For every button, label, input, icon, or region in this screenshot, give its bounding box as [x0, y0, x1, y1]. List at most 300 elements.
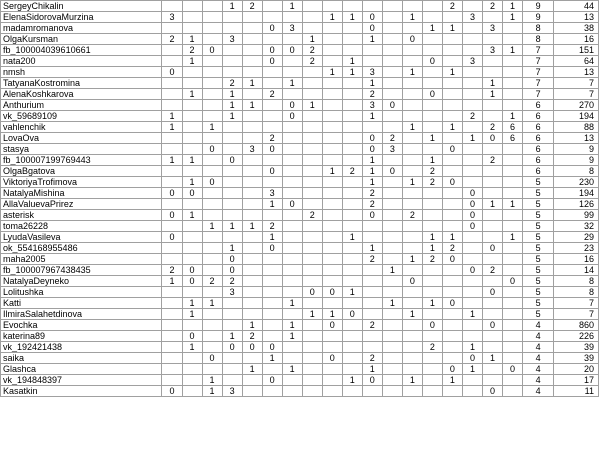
row-name-cell[interactable]: maha2005 — [1, 254, 162, 265]
value-cell[interactable]: 0 — [162, 67, 182, 78]
value-cell[interactable]: 1 — [482, 353, 502, 364]
value-cell[interactable]: 0 — [482, 287, 502, 298]
total-cell[interactable]: 13 — [554, 12, 599, 23]
value-cell[interactable] — [202, 364, 222, 375]
value-cell[interactable]: 1 — [182, 210, 202, 221]
value-cell[interactable] — [382, 386, 402, 397]
value-cell[interactable]: 0 — [362, 23, 382, 34]
value-cell[interactable] — [202, 111, 222, 122]
value-cell[interactable] — [302, 12, 322, 23]
value-cell[interactable] — [462, 287, 482, 298]
row-name-cell[interactable]: NatalyaDeyneko — [1, 276, 162, 287]
value-cell[interactable] — [222, 133, 242, 144]
value-cell[interactable] — [202, 166, 222, 177]
value-cell[interactable] — [162, 320, 182, 331]
value-cell[interactable] — [462, 34, 482, 45]
value-cell[interactable] — [202, 210, 222, 221]
value-cell[interactable] — [482, 221, 502, 232]
value-cell[interactable]: 1 — [402, 12, 422, 23]
value-cell[interactable] — [322, 144, 342, 155]
value-cell[interactable]: 1 — [322, 166, 342, 177]
value-cell[interactable] — [422, 1, 442, 12]
value-cell[interactable] — [462, 386, 482, 397]
value-cell[interactable]: 3 — [482, 23, 502, 34]
value-cell[interactable] — [262, 298, 282, 309]
value-cell[interactable] — [382, 331, 402, 342]
value-cell[interactable]: 1 — [402, 122, 422, 133]
value-cell[interactable] — [422, 34, 442, 45]
total-cell[interactable]: 8 — [554, 287, 599, 298]
value-cell[interactable] — [462, 298, 482, 309]
value-cell[interactable] — [342, 331, 362, 342]
value-cell[interactable]: 0 — [362, 133, 382, 144]
value-cell[interactable] — [382, 254, 402, 265]
value-cell[interactable] — [442, 78, 462, 89]
value-cell[interactable] — [382, 78, 402, 89]
value-cell[interactable] — [503, 34, 523, 45]
value-cell[interactable] — [162, 353, 182, 364]
total-cell[interactable]: 230 — [554, 177, 599, 188]
value-cell[interactable] — [482, 375, 502, 386]
value-cell[interactable]: 0 — [422, 320, 442, 331]
count-cell[interactable]: 6 — [523, 133, 554, 144]
row-name-cell[interactable]: LovaOva — [1, 133, 162, 144]
value-cell[interactable] — [202, 34, 222, 45]
value-cell[interactable] — [322, 386, 342, 397]
count-cell[interactable]: 4 — [523, 342, 554, 353]
value-cell[interactable]: 0 — [162, 210, 182, 221]
value-cell[interactable]: 1 — [442, 67, 462, 78]
value-cell[interactable] — [362, 56, 382, 67]
value-cell[interactable]: 1 — [162, 276, 182, 287]
value-cell[interactable]: 1 — [402, 309, 422, 320]
value-cell[interactable] — [442, 210, 462, 221]
value-cell[interactable]: 1 — [262, 199, 282, 210]
total-cell[interactable]: 7 — [554, 309, 599, 320]
value-cell[interactable] — [282, 210, 302, 221]
value-cell[interactable] — [382, 111, 402, 122]
value-cell[interactable]: 0 — [402, 34, 422, 45]
count-cell[interactable]: 7 — [523, 89, 554, 100]
value-cell[interactable] — [302, 166, 322, 177]
value-cell[interactable] — [322, 364, 342, 375]
total-cell[interactable]: 13 — [554, 133, 599, 144]
value-cell[interactable] — [422, 78, 442, 89]
value-cell[interactable] — [222, 353, 242, 364]
value-cell[interactable] — [222, 144, 242, 155]
total-cell[interactable]: 860 — [554, 320, 599, 331]
row-name-cell[interactable]: AlenaKoshkarova — [1, 89, 162, 100]
value-cell[interactable] — [302, 67, 322, 78]
total-cell[interactable]: 8 — [554, 276, 599, 287]
value-cell[interactable] — [162, 23, 182, 34]
row-name-cell[interactable]: vk_59689109 — [1, 111, 162, 122]
value-cell[interactable] — [503, 166, 523, 177]
value-cell[interactable] — [422, 100, 442, 111]
value-cell[interactable] — [462, 254, 482, 265]
value-cell[interactable] — [242, 287, 262, 298]
value-cell[interactable]: 1 — [382, 298, 402, 309]
value-cell[interactable]: 1 — [222, 89, 242, 100]
value-cell[interactable]: 1 — [362, 111, 382, 122]
value-cell[interactable]: 2 — [362, 188, 382, 199]
value-cell[interactable]: 1 — [242, 78, 262, 89]
value-cell[interactable]: 2 — [422, 342, 442, 353]
value-cell[interactable] — [202, 67, 222, 78]
value-cell[interactable]: 1 — [342, 375, 362, 386]
value-cell[interactable]: 1 — [282, 298, 302, 309]
value-cell[interactable] — [162, 78, 182, 89]
count-cell[interactable]: 5 — [523, 188, 554, 199]
value-cell[interactable] — [482, 12, 502, 23]
value-cell[interactable]: 0 — [162, 188, 182, 199]
row-name-cell[interactable]: vk_194848397 — [1, 375, 162, 386]
value-cell[interactable]: 0 — [262, 144, 282, 155]
value-cell[interactable] — [382, 287, 402, 298]
value-cell[interactable]: 0 — [242, 342, 262, 353]
total-cell[interactable]: 8 — [554, 166, 599, 177]
value-cell[interactable] — [242, 254, 262, 265]
value-cell[interactable] — [242, 276, 262, 287]
value-cell[interactable] — [262, 12, 282, 23]
value-cell[interactable] — [342, 199, 362, 210]
value-cell[interactable] — [342, 45, 362, 56]
value-cell[interactable] — [222, 23, 242, 34]
value-cell[interactable] — [422, 331, 442, 342]
value-cell[interactable]: 1 — [242, 221, 262, 232]
value-cell[interactable] — [182, 232, 202, 243]
value-cell[interactable]: 3 — [382, 144, 402, 155]
value-cell[interactable] — [482, 67, 502, 78]
value-cell[interactable] — [342, 155, 362, 166]
value-cell[interactable] — [482, 177, 502, 188]
value-cell[interactable] — [262, 111, 282, 122]
value-cell[interactable]: 2 — [382, 133, 402, 144]
value-cell[interactable] — [503, 177, 523, 188]
value-cell[interactable] — [162, 342, 182, 353]
value-cell[interactable]: 2 — [362, 89, 382, 100]
value-cell[interactable]: 2 — [342, 166, 362, 177]
value-cell[interactable] — [302, 23, 322, 34]
value-cell[interactable]: 3 — [222, 287, 242, 298]
value-cell[interactable] — [462, 276, 482, 287]
value-cell[interactable] — [242, 12, 262, 23]
value-cell[interactable]: 1 — [462, 342, 482, 353]
value-cell[interactable]: 0 — [262, 45, 282, 56]
value-cell[interactable] — [302, 111, 322, 122]
value-cell[interactable] — [482, 232, 502, 243]
value-cell[interactable] — [182, 364, 202, 375]
value-cell[interactable] — [503, 210, 523, 221]
value-cell[interactable]: 1 — [362, 166, 382, 177]
value-cell[interactable] — [342, 342, 362, 353]
value-cell[interactable] — [182, 375, 202, 386]
value-cell[interactable] — [162, 56, 182, 67]
value-cell[interactable] — [342, 210, 362, 221]
value-cell[interactable] — [382, 232, 402, 243]
value-cell[interactable] — [402, 45, 422, 56]
value-cell[interactable] — [503, 331, 523, 342]
value-cell[interactable]: 0 — [362, 375, 382, 386]
value-cell[interactable]: 1 — [402, 254, 422, 265]
value-cell[interactable]: 0 — [282, 199, 302, 210]
value-cell[interactable] — [282, 166, 302, 177]
value-cell[interactable]: 1 — [222, 100, 242, 111]
value-cell[interactable] — [422, 45, 442, 56]
value-cell[interactable] — [322, 133, 342, 144]
value-cell[interactable] — [202, 287, 222, 298]
value-cell[interactable] — [462, 166, 482, 177]
value-cell[interactable] — [282, 144, 302, 155]
value-cell[interactable] — [402, 265, 422, 276]
total-cell[interactable]: 11 — [554, 386, 599, 397]
value-cell[interactable] — [262, 386, 282, 397]
value-cell[interactable] — [202, 133, 222, 144]
value-cell[interactable] — [382, 34, 402, 45]
value-cell[interactable] — [242, 188, 262, 199]
value-cell[interactable] — [503, 221, 523, 232]
value-cell[interactable] — [382, 56, 402, 67]
value-cell[interactable]: 1 — [242, 364, 262, 375]
value-cell[interactable]: 1 — [402, 375, 422, 386]
total-cell[interactable]: 39 — [554, 353, 599, 364]
value-cell[interactable] — [262, 67, 282, 78]
value-cell[interactable] — [242, 133, 262, 144]
value-cell[interactable] — [442, 221, 462, 232]
value-cell[interactable] — [322, 56, 342, 67]
value-cell[interactable]: 2 — [442, 1, 462, 12]
value-cell[interactable]: 2 — [422, 177, 442, 188]
value-cell[interactable] — [262, 155, 282, 166]
value-cell[interactable]: 0 — [462, 265, 482, 276]
value-cell[interactable] — [402, 56, 422, 67]
value-cell[interactable]: 1 — [222, 1, 242, 12]
count-cell[interactable]: 4 — [523, 364, 554, 375]
value-cell[interactable] — [242, 386, 262, 397]
total-cell[interactable]: 226 — [554, 331, 599, 342]
value-cell[interactable] — [262, 320, 282, 331]
value-cell[interactable] — [182, 78, 202, 89]
total-cell[interactable]: 7 — [554, 78, 599, 89]
value-cell[interactable] — [222, 364, 242, 375]
value-cell[interactable]: 1 — [442, 232, 462, 243]
value-cell[interactable]: 1 — [162, 111, 182, 122]
value-cell[interactable] — [322, 232, 342, 243]
value-cell[interactable] — [462, 243, 482, 254]
value-cell[interactable] — [242, 265, 262, 276]
value-cell[interactable]: 2 — [362, 320, 382, 331]
value-cell[interactable] — [402, 320, 422, 331]
value-cell[interactable] — [402, 133, 422, 144]
row-name-cell[interactable]: TatyanaKostromina — [1, 78, 162, 89]
value-cell[interactable] — [382, 309, 402, 320]
value-cell[interactable] — [182, 254, 202, 265]
value-cell[interactable] — [402, 23, 422, 34]
value-cell[interactable]: 1 — [342, 232, 362, 243]
value-cell[interactable]: 1 — [282, 364, 302, 375]
value-cell[interactable]: 2 — [422, 254, 442, 265]
value-cell[interactable] — [302, 232, 322, 243]
value-cell[interactable]: 2 — [362, 353, 382, 364]
value-cell[interactable] — [302, 375, 322, 386]
value-cell[interactable] — [302, 133, 322, 144]
value-cell[interactable] — [182, 122, 202, 133]
value-cell[interactable] — [342, 122, 362, 133]
row-name-cell[interactable]: fb_100004039610661 — [1, 45, 162, 56]
value-cell[interactable] — [422, 276, 442, 287]
value-cell[interactable] — [402, 342, 422, 353]
value-cell[interactable] — [302, 298, 322, 309]
value-cell[interactable] — [282, 265, 302, 276]
value-cell[interactable] — [222, 298, 242, 309]
count-cell[interactable]: 8 — [523, 23, 554, 34]
value-cell[interactable] — [342, 34, 362, 45]
count-cell[interactable]: 7 — [523, 45, 554, 56]
value-cell[interactable] — [242, 375, 262, 386]
value-cell[interactable]: 2 — [302, 45, 322, 56]
value-cell[interactable]: 0 — [503, 364, 523, 375]
value-cell[interactable] — [482, 331, 502, 342]
value-cell[interactable] — [442, 45, 462, 56]
value-cell[interactable] — [202, 232, 222, 243]
row-name-cell[interactable]: LyudaVasileva — [1, 232, 162, 243]
value-cell[interactable] — [242, 34, 262, 45]
value-cell[interactable] — [162, 254, 182, 265]
value-cell[interactable] — [302, 221, 322, 232]
count-cell[interactable]: 7 — [523, 67, 554, 78]
value-cell[interactable]: 1 — [182, 89, 202, 100]
value-cell[interactable] — [402, 199, 422, 210]
value-cell[interactable] — [482, 100, 502, 111]
value-cell[interactable] — [442, 166, 462, 177]
value-cell[interactable] — [422, 111, 442, 122]
value-cell[interactable] — [282, 133, 302, 144]
value-cell[interactable] — [242, 23, 262, 34]
value-cell[interactable]: 3 — [482, 45, 502, 56]
value-cell[interactable] — [362, 232, 382, 243]
value-cell[interactable] — [382, 210, 402, 221]
value-cell[interactable]: 1 — [482, 89, 502, 100]
row-name-cell[interactable]: vk_192421438 — [1, 342, 162, 353]
value-cell[interactable] — [282, 12, 302, 23]
value-cell[interactable] — [182, 199, 202, 210]
value-cell[interactable] — [322, 375, 342, 386]
value-cell[interactable]: 1 — [182, 342, 202, 353]
value-cell[interactable] — [242, 232, 262, 243]
value-cell[interactable] — [202, 12, 222, 23]
total-cell[interactable]: 7 — [554, 298, 599, 309]
value-cell[interactable] — [503, 23, 523, 34]
value-cell[interactable] — [322, 34, 342, 45]
value-cell[interactable]: 2 — [262, 133, 282, 144]
value-cell[interactable] — [342, 243, 362, 254]
value-cell[interactable]: 1 — [362, 364, 382, 375]
value-cell[interactable]: 0 — [262, 23, 282, 34]
value-cell[interactable] — [202, 89, 222, 100]
value-cell[interactable] — [302, 89, 322, 100]
value-cell[interactable]: 2 — [482, 1, 502, 12]
value-cell[interactable]: 0 — [322, 320, 342, 331]
value-cell[interactable] — [503, 188, 523, 199]
value-cell[interactable] — [322, 111, 342, 122]
value-cell[interactable] — [162, 364, 182, 375]
value-cell[interactable]: 0 — [182, 265, 202, 276]
value-cell[interactable] — [402, 298, 422, 309]
value-cell[interactable] — [302, 144, 322, 155]
value-cell[interactable] — [322, 265, 342, 276]
value-cell[interactable] — [342, 265, 362, 276]
value-cell[interactable] — [182, 133, 202, 144]
value-cell[interactable] — [422, 265, 442, 276]
value-cell[interactable] — [462, 232, 482, 243]
value-cell[interactable] — [402, 78, 422, 89]
total-cell[interactable]: 99 — [554, 210, 599, 221]
row-name-cell[interactable]: nata200 — [1, 56, 162, 67]
value-cell[interactable] — [162, 298, 182, 309]
value-cell[interactable]: 2 — [482, 122, 502, 133]
value-cell[interactable]: 0 — [222, 265, 242, 276]
row-name-cell[interactable]: vahlenchik — [1, 122, 162, 133]
value-cell[interactable] — [202, 1, 222, 12]
count-cell[interactable]: 9 — [523, 12, 554, 23]
value-cell[interactable] — [362, 309, 382, 320]
value-cell[interactable] — [442, 386, 462, 397]
value-cell[interactable] — [362, 342, 382, 353]
value-cell[interactable] — [362, 265, 382, 276]
value-cell[interactable]: 1 — [262, 232, 282, 243]
value-cell[interactable]: 2 — [462, 111, 482, 122]
value-cell[interactable] — [462, 155, 482, 166]
value-cell[interactable]: 0 — [362, 210, 382, 221]
value-cell[interactable] — [322, 100, 342, 111]
row-name-cell[interactable]: Lolitushka — [1, 287, 162, 298]
value-cell[interactable] — [422, 287, 442, 298]
value-cell[interactable] — [202, 23, 222, 34]
count-cell[interactable]: 6 — [523, 166, 554, 177]
value-cell[interactable] — [342, 78, 362, 89]
value-cell[interactable] — [242, 298, 262, 309]
value-cell[interactable] — [182, 243, 202, 254]
value-cell[interactable] — [362, 331, 382, 342]
value-cell[interactable] — [182, 12, 202, 23]
value-cell[interactable]: 1 — [342, 287, 362, 298]
value-cell[interactable] — [242, 45, 262, 56]
value-cell[interactable] — [262, 122, 282, 133]
value-cell[interactable]: 1 — [282, 320, 302, 331]
value-cell[interactable]: 3 — [242, 144, 262, 155]
count-cell[interactable]: 5 — [523, 309, 554, 320]
row-name-cell[interactable]: toma26228 — [1, 221, 162, 232]
value-cell[interactable] — [242, 111, 262, 122]
value-cell[interactable] — [402, 188, 422, 199]
value-cell[interactable] — [503, 298, 523, 309]
value-cell[interactable] — [462, 45, 482, 56]
value-cell[interactable] — [322, 276, 342, 287]
count-cell[interactable]: 5 — [523, 243, 554, 254]
value-cell[interactable]: 1 — [222, 243, 242, 254]
value-cell[interactable] — [362, 386, 382, 397]
value-cell[interactable] — [322, 78, 342, 89]
value-cell[interactable]: 0 — [282, 100, 302, 111]
value-cell[interactable] — [282, 243, 302, 254]
value-cell[interactable] — [322, 188, 342, 199]
value-cell[interactable]: 0 — [182, 331, 202, 342]
value-cell[interactable] — [422, 375, 442, 386]
value-cell[interactable] — [282, 276, 302, 287]
value-cell[interactable] — [162, 144, 182, 155]
value-cell[interactable] — [482, 364, 502, 375]
value-cell[interactable]: 1 — [162, 155, 182, 166]
